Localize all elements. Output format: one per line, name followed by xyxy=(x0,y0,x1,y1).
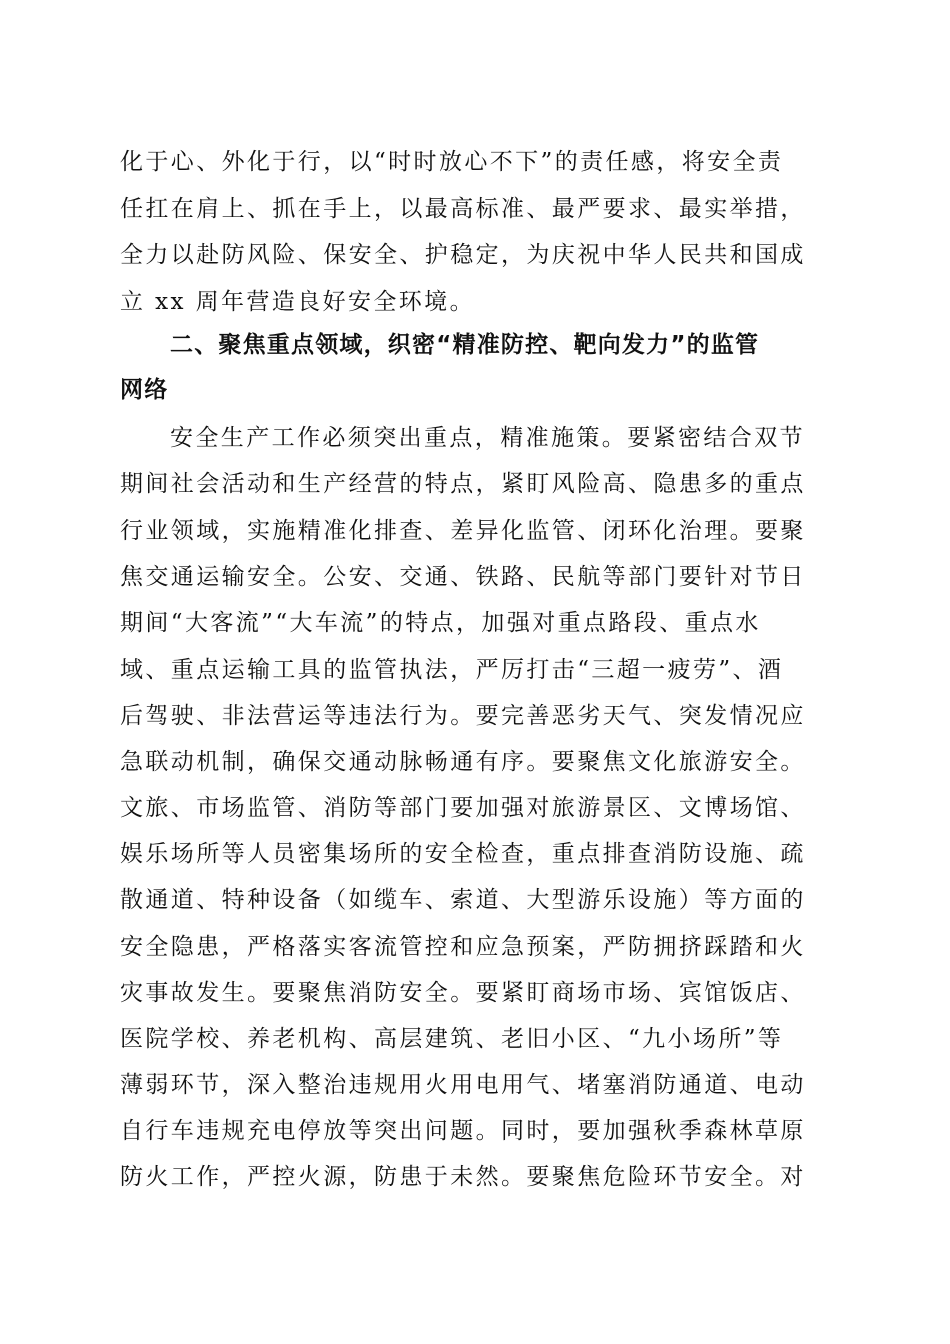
paragraph-line: 医院学校、养老机构、高层建筑、老旧小区、“九小场所”等 xyxy=(120,1026,784,1052)
paragraph-line: 文旅、市场监管、消防等部门要加强对旅游景区、文博场馆、 xyxy=(120,795,806,821)
paragraph-line: 焦交通运输安全。公安、交通、铁路、民航等部门要针对节日 xyxy=(120,564,806,590)
paragraph-line: 域、重点运输工具的监管执法，严厉打击“三超一疲劳”、酒 xyxy=(120,657,784,683)
paragraph-line: 灾事故发生。要聚焦消防安全。要紧盯商场市场、宾馆饭店、 xyxy=(120,980,806,1006)
paragraph-line: 任扛在肩上、抓在手上，以最高标准、最严要求、最实举措， xyxy=(120,196,806,222)
paragraph-line: 全力以赴防风险、保安全、护稳定，为庆祝中华人民共和国成 xyxy=(120,242,806,268)
paragraph-line: 期间社会活动和生产经营的特点，紧盯风险高、隐患多的重点 xyxy=(120,471,806,497)
paragraph-line: 娱乐场所等人员密集场所的安全检查，重点排查消防设施、疏 xyxy=(120,841,806,867)
paragraph-line: 期间“大客流”“大车流”的特点，加强对重点路段、重点水 xyxy=(120,610,761,636)
paragraph-line: 薄弱环节，深入整治违规用火用电用气、堵塞消防通道、电动 xyxy=(120,1072,806,1098)
heading-line: 网络 xyxy=(120,377,169,403)
paragraph-line: 散通道、特种设备（如缆车、索道、大型游乐设施）等方面的 xyxy=(120,887,806,913)
paragraph-line: 立 xx 周年营造良好安全环境。 xyxy=(120,289,475,315)
paragraph-line: 安全生产工作必须突出重点，精准施策。要紧密结合双节 xyxy=(170,425,805,451)
paragraph-line: 行业领域，实施精准化排查、差异化监管、闭环化治理。要聚 xyxy=(120,518,806,544)
heading-line: 二、聚焦重点领域，织密“精准防控、靶向发力”的监管 xyxy=(170,332,760,358)
paragraph-line: 化于心、外化于行，以“时时放心不下”的责任感，将安全责 xyxy=(120,149,784,175)
paragraph-line: 后驾驶、非法营运等违法行为。要完善恶劣天气、突发情况应 xyxy=(120,703,806,729)
paragraph-line: 安全隐患，严格落实客流管控和应急预案，严防拥挤踩踏和火 xyxy=(120,934,806,960)
paragraph-line: 防火工作，严控火源，防患于未然。要聚焦危险环节安全。对 xyxy=(120,1164,806,1190)
paragraph-line: 自行车违规充电停放等突出问题。同时，要加强秋季森林草原 xyxy=(120,1118,806,1144)
paragraph-line: 急联动机制，确保交通动脉畅通有序。要聚焦文化旅游安全。 xyxy=(120,749,806,775)
